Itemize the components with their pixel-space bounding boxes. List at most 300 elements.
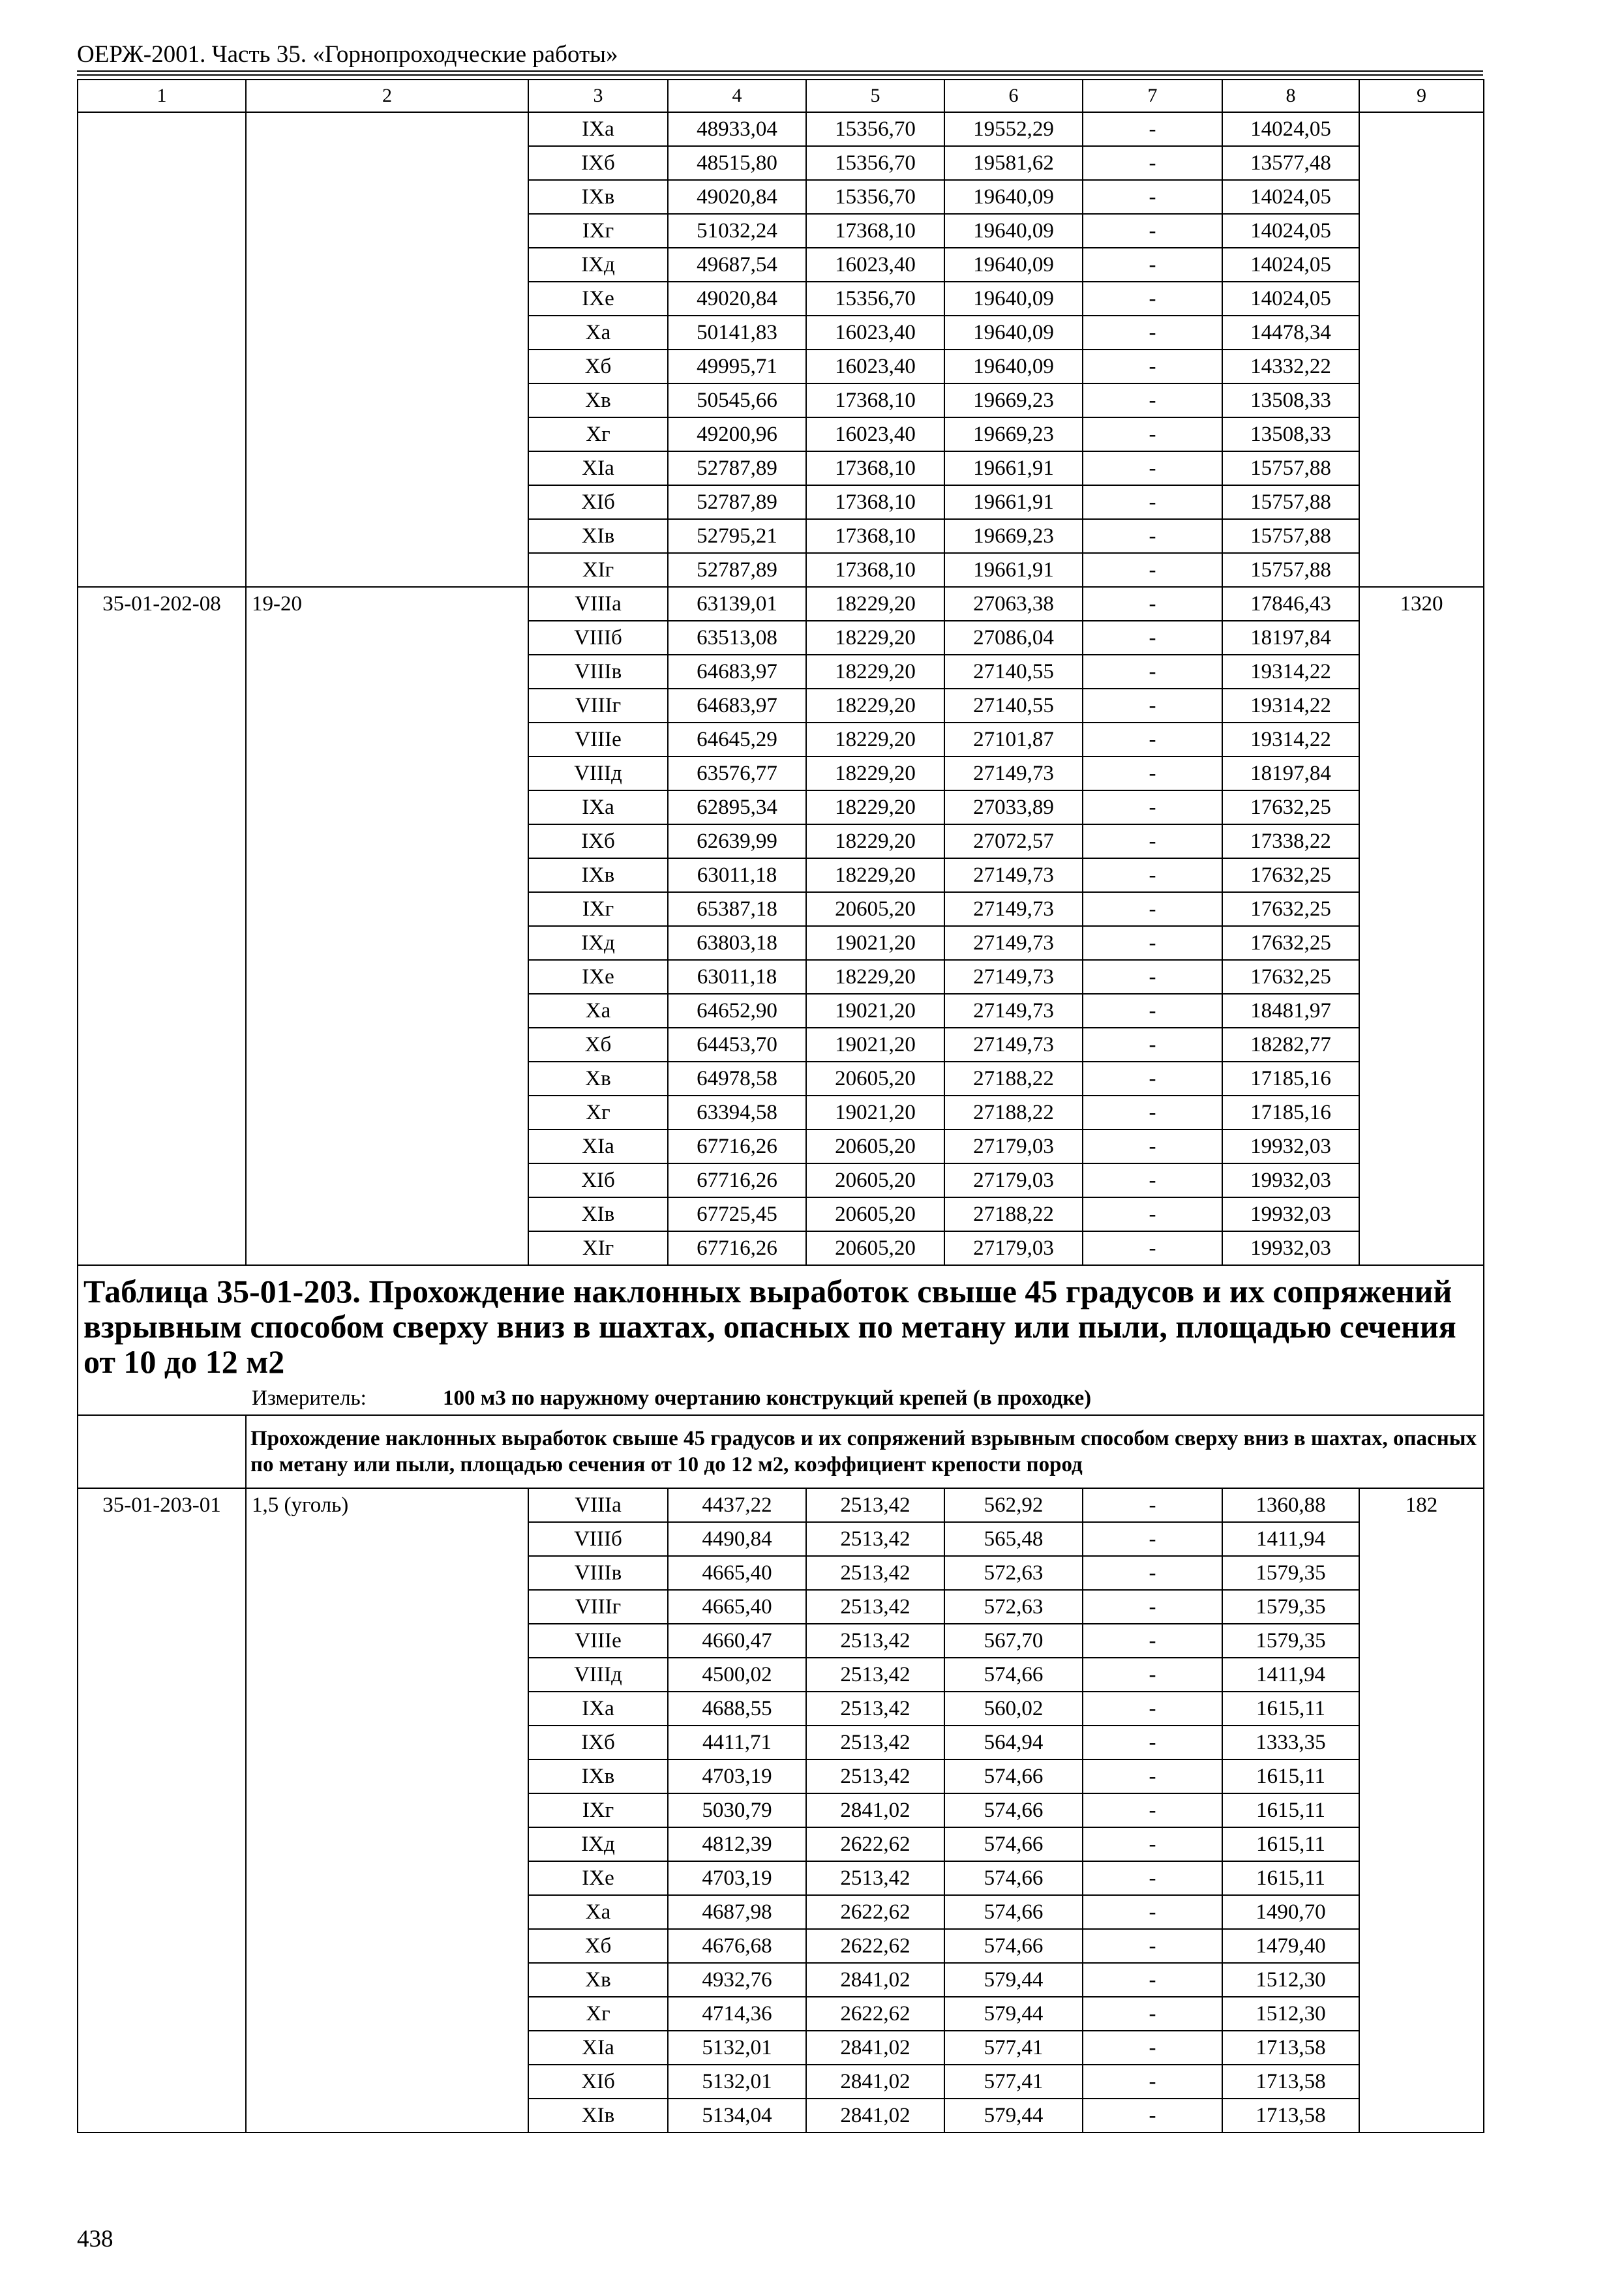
value-cell: 2513,42 <box>806 1624 944 1658</box>
value-cell: 18229,20 <box>806 858 944 892</box>
category-cell: VIIIв <box>528 1556 668 1590</box>
column-9-cell: 182 <box>1359 1488 1484 2132</box>
value-cell: 27149,73 <box>944 1028 1083 1062</box>
value-cell: 48515,80 <box>668 146 806 180</box>
value-cell: 17185,16 <box>1222 1096 1359 1130</box>
value-cell: 64453,70 <box>668 1028 806 1062</box>
value-cell: 18229,20 <box>806 587 944 621</box>
category-cell: Xб <box>528 1028 668 1062</box>
value-cell: 51032,24 <box>668 214 806 248</box>
value-cell: 1615,11 <box>1222 1793 1359 1827</box>
value-cell: 4812,39 <box>668 1827 806 1861</box>
value-cell: 27188,22 <box>944 1096 1083 1130</box>
category-cell: XIа <box>528 2031 668 2065</box>
value-cell: - <box>1083 689 1222 723</box>
value-cell: - <box>1083 1590 1222 1624</box>
category-cell: IXб <box>528 824 668 858</box>
value-cell: 17632,25 <box>1222 926 1359 960</box>
value-cell: 49020,84 <box>668 282 806 316</box>
category-cell: XIа <box>528 1130 668 1163</box>
value-cell: - <box>1083 1522 1222 1556</box>
value-cell: - <box>1083 1028 1222 1062</box>
category-cell: IXа <box>528 112 668 146</box>
value-cell: 27179,03 <box>944 1130 1083 1163</box>
value-cell: 2513,42 <box>806 1658 944 1692</box>
value-cell: 27072,57 <box>944 824 1083 858</box>
value-cell: 62895,34 <box>668 790 806 824</box>
value-cell: 1713,58 <box>1222 2065 1359 2099</box>
value-cell: 20605,20 <box>806 1163 944 1197</box>
value-cell: 17632,25 <box>1222 790 1359 824</box>
value-cell: 18229,20 <box>806 655 944 689</box>
value-cell: 4665,40 <box>668 1590 806 1624</box>
value-cell: 2622,62 <box>806 1929 944 1963</box>
value-cell: 4932,76 <box>668 1963 806 1997</box>
column-number: 7 <box>1083 80 1222 112</box>
value-cell: 4411,71 <box>668 1726 806 1759</box>
value-cell: 1512,30 <box>1222 1963 1359 1997</box>
value-cell: 62639,99 <box>668 824 806 858</box>
value-cell: 52787,89 <box>668 451 806 485</box>
value-cell: 1713,58 <box>1222 2099 1359 2132</box>
category-cell: Xа <box>528 1895 668 1929</box>
value-cell: 2841,02 <box>806 2031 944 2065</box>
value-cell: - <box>1083 2065 1222 2099</box>
value-cell: 48933,04 <box>668 112 806 146</box>
value-cell: 18481,97 <box>1222 994 1359 1028</box>
value-cell: - <box>1083 248 1222 282</box>
value-cell: 19640,09 <box>944 214 1083 248</box>
value-cell: 14024,05 <box>1222 112 1359 146</box>
value-cell: 1615,11 <box>1222 1827 1359 1861</box>
value-cell: 574,66 <box>944 1793 1083 1827</box>
value-cell: 18229,20 <box>806 790 944 824</box>
value-cell: 15757,88 <box>1222 485 1359 519</box>
value-cell: 564,94 <box>944 1726 1083 1759</box>
value-cell: - <box>1083 485 1222 519</box>
value-cell: 2513,42 <box>806 1488 944 1522</box>
value-cell: 19669,23 <box>944 383 1083 417</box>
category-cell: VIIIг <box>528 689 668 723</box>
value-cell: - <box>1083 214 1222 248</box>
value-cell: - <box>1083 926 1222 960</box>
value-cell: 574,66 <box>944 1861 1083 1895</box>
value-cell: 19669,23 <box>944 519 1083 553</box>
category-cell: Xв <box>528 383 668 417</box>
table-body <box>78 80 1484 2132</box>
column-number: 6 <box>944 80 1083 112</box>
value-cell: - <box>1083 1624 1222 1658</box>
value-cell: 4688,55 <box>668 1692 806 1726</box>
value-cell: 19021,20 <box>806 1096 944 1130</box>
value-cell: 64652,90 <box>668 994 806 1028</box>
value-cell: 1411,94 <box>1222 1658 1359 1692</box>
category-cell: Xб <box>528 350 668 383</box>
value-cell: 17368,10 <box>806 451 944 485</box>
value-cell: - <box>1083 451 1222 485</box>
value-cell: - <box>1083 1231 1222 1265</box>
value-cell: 16023,40 <box>806 248 944 282</box>
category-cell: Xв <box>528 1062 668 1096</box>
value-cell: 15356,70 <box>806 146 944 180</box>
value-cell: 1579,35 <box>1222 1556 1359 1590</box>
value-cell: 18229,20 <box>806 960 944 994</box>
value-cell: 19314,22 <box>1222 689 1359 723</box>
value-cell: - <box>1083 1163 1222 1197</box>
value-cell: 1512,30 <box>1222 1997 1359 2031</box>
value-cell: 5134,04 <box>668 2099 806 2132</box>
value-cell: - <box>1083 1096 1222 1130</box>
category-cell: IXг <box>528 214 668 248</box>
value-cell: 63576,77 <box>668 756 806 790</box>
value-cell: 574,66 <box>944 1658 1083 1692</box>
value-cell: 18229,20 <box>806 824 944 858</box>
norm-code-cell: 35-01-202-08 <box>78 587 246 1265</box>
category-cell: IXб <box>528 1726 668 1759</box>
column-number: 3 <box>528 80 668 112</box>
table-title: Таблица 35-01-203. Прохождение наклонных выработок свыше 45 градусов и их сопряжений взрывным способом сверху вниз в шахтах, опасных по метану или пыли, площадью сечения от 10 до 12 м2 <box>78 1265 1484 1382</box>
value-cell: - <box>1083 858 1222 892</box>
value-cell: 15757,88 <box>1222 519 1359 553</box>
meter-cell <box>78 1382 1484 1415</box>
category-cell: VIIIа <box>528 1488 668 1522</box>
value-cell: 18282,77 <box>1222 1028 1359 1062</box>
value-cell: - <box>1083 790 1222 824</box>
value-cell: - <box>1083 1793 1222 1827</box>
category-cell: XIв <box>528 1197 668 1231</box>
category-cell: XIг <box>528 1231 668 1265</box>
value-cell: 4490,84 <box>668 1522 806 1556</box>
category-cell: Xв <box>528 1963 668 1997</box>
value-cell: 565,48 <box>944 1522 1083 1556</box>
value-cell: 2513,42 <box>806 1692 944 1726</box>
value-cell: 15356,70 <box>806 180 944 214</box>
value-cell: 20605,20 <box>806 1130 944 1163</box>
value-cell: 1615,11 <box>1222 1692 1359 1726</box>
value-cell: 63139,01 <box>668 587 806 621</box>
category-cell: IXв <box>528 180 668 214</box>
value-cell: 27149,73 <box>944 858 1083 892</box>
table-row <box>78 1488 1484 1522</box>
value-cell: 2841,02 <box>806 1963 944 1997</box>
value-cell: 19661,91 <box>944 451 1083 485</box>
column-number: 2 <box>246 80 528 112</box>
norms-table <box>77 79 1484 2133</box>
value-cell: 27149,73 <box>944 892 1083 926</box>
value-cell: 574,66 <box>944 1827 1083 1861</box>
value-cell: 19021,20 <box>806 926 944 960</box>
value-cell: - <box>1083 2031 1222 2065</box>
value-cell: 19314,22 <box>1222 655 1359 689</box>
value-cell: 14024,05 <box>1222 214 1359 248</box>
category-cell: IXд <box>528 1827 668 1861</box>
value-cell: - <box>1083 2099 1222 2132</box>
value-cell: 17185,16 <box>1222 1062 1359 1096</box>
value-cell: 63394,58 <box>668 1096 806 1130</box>
value-cell: 49200,96 <box>668 417 806 451</box>
table-row <box>78 112 1484 146</box>
value-cell: - <box>1083 316 1222 350</box>
value-cell: - <box>1083 1488 1222 1522</box>
category-cell: Xг <box>528 1997 668 2031</box>
column-9-cell: 1320 <box>1359 587 1484 1265</box>
value-cell: 13577,48 <box>1222 146 1359 180</box>
value-cell: - <box>1083 655 1222 689</box>
value-cell: 2513,42 <box>806 1861 944 1895</box>
value-cell: 64978,58 <box>668 1062 806 1096</box>
value-cell: 20605,20 <box>806 1231 944 1265</box>
value-cell: 27149,73 <box>944 756 1083 790</box>
value-cell: 27063,38 <box>944 587 1083 621</box>
value-cell: - <box>1083 1997 1222 2031</box>
category-cell: IXв <box>528 858 668 892</box>
value-cell: 17368,10 <box>806 553 944 587</box>
value-cell: - <box>1083 180 1222 214</box>
value-cell: 574,66 <box>944 1759 1083 1793</box>
value-cell: 19581,62 <box>944 146 1083 180</box>
value-cell: 19021,20 <box>806 1028 944 1062</box>
header-rule <box>77 70 1483 72</box>
value-cell: 18229,20 <box>806 723 944 756</box>
value-cell: 52795,21 <box>668 519 806 553</box>
category-cell: XIа <box>528 451 668 485</box>
value-cell: 49995,71 <box>668 350 806 383</box>
value-cell: 1713,58 <box>1222 2031 1359 2065</box>
category-cell: IXв <box>528 1759 668 1793</box>
value-cell: 5030,79 <box>668 1793 806 1827</box>
value-cell: 1615,11 <box>1222 1861 1359 1895</box>
value-cell: 16023,40 <box>806 350 944 383</box>
column-number: 9 <box>1359 80 1484 112</box>
value-cell: 50141,83 <box>668 316 806 350</box>
value-cell: 27086,04 <box>944 621 1083 655</box>
value-cell: 2513,42 <box>806 1522 944 1556</box>
value-cell: 4660,47 <box>668 1624 806 1658</box>
page-number: 438 <box>77 2226 113 2252</box>
category-cell: IXд <box>528 248 668 282</box>
category-cell: IXд <box>528 926 668 960</box>
subheading-row <box>78 1415 1484 1488</box>
category-cell: IXе <box>528 1861 668 1895</box>
value-cell: - <box>1083 417 1222 451</box>
value-cell: - <box>1083 587 1222 621</box>
value-cell: - <box>1083 1197 1222 1231</box>
value-cell: - <box>1083 1759 1222 1793</box>
value-cell: - <box>1083 146 1222 180</box>
value-cell: 17368,10 <box>806 519 944 553</box>
value-cell: - <box>1083 383 1222 417</box>
value-cell: - <box>1083 350 1222 383</box>
value-cell: - <box>1083 1861 1222 1895</box>
value-cell: 562,92 <box>944 1488 1083 1522</box>
value-cell: 17846,43 <box>1222 587 1359 621</box>
value-cell: 27149,73 <box>944 994 1083 1028</box>
value-cell: 64645,29 <box>668 723 806 756</box>
category-cell: VIIIд <box>528 756 668 790</box>
value-cell: 1411,94 <box>1222 1522 1359 1556</box>
category-cell: VIIIв <box>528 655 668 689</box>
value-cell: 19640,09 <box>944 316 1083 350</box>
value-cell: 19640,09 <box>944 350 1083 383</box>
value-cell: 4703,19 <box>668 1861 806 1895</box>
value-cell: - <box>1083 519 1222 553</box>
value-cell: 1579,35 <box>1222 1624 1359 1658</box>
value-cell: 67716,26 <box>668 1130 806 1163</box>
value-cell: 19932,03 <box>1222 1197 1359 1231</box>
category-cell: XIб <box>528 2065 668 2099</box>
value-cell: 14024,05 <box>1222 180 1359 214</box>
value-cell: 2622,62 <box>806 1827 944 1861</box>
value-cell: - <box>1083 553 1222 587</box>
value-cell: 67725,45 <box>668 1197 806 1231</box>
value-cell: 52787,89 <box>668 553 806 587</box>
category-cell: Xа <box>528 994 668 1028</box>
value-cell: 17632,25 <box>1222 858 1359 892</box>
value-cell: 2622,62 <box>806 1997 944 2031</box>
value-cell: 16023,40 <box>806 316 944 350</box>
value-cell: - <box>1083 1726 1222 1759</box>
value-cell: 19552,29 <box>944 112 1083 146</box>
category-cell: IXг <box>528 892 668 926</box>
value-cell: 15757,88 <box>1222 553 1359 587</box>
column-number-row <box>78 80 1484 112</box>
value-cell: 63011,18 <box>668 858 806 892</box>
value-cell: 63011,18 <box>668 960 806 994</box>
value-cell: - <box>1083 960 1222 994</box>
value-cell: 577,41 <box>944 2031 1083 2065</box>
value-cell: 4500,02 <box>668 1658 806 1692</box>
value-cell: 27149,73 <box>944 926 1083 960</box>
value-cell: 4665,40 <box>668 1556 806 1590</box>
value-cell: 13508,33 <box>1222 417 1359 451</box>
value-cell: - <box>1083 621 1222 655</box>
value-cell: - <box>1083 1130 1222 1163</box>
value-cell: 574,66 <box>944 1895 1083 1929</box>
value-cell: 50545,66 <box>668 383 806 417</box>
category-cell: IXе <box>528 282 668 316</box>
value-cell: 14024,05 <box>1222 282 1359 316</box>
value-cell: 1615,11 <box>1222 1759 1359 1793</box>
value-cell: 577,41 <box>944 2065 1083 2099</box>
value-cell: 18197,84 <box>1222 756 1359 790</box>
value-cell: 19640,09 <box>944 282 1083 316</box>
category-cell: VIIIг <box>528 1590 668 1624</box>
value-cell: 15757,88 <box>1222 451 1359 485</box>
column-number: 1 <box>78 80 246 112</box>
value-cell: 19932,03 <box>1222 1231 1359 1265</box>
value-cell: 2622,62 <box>806 1895 944 1929</box>
value-cell: 2513,42 <box>806 1759 944 1793</box>
category-cell: VIIIе <box>528 723 668 756</box>
value-cell: 19932,03 <box>1222 1130 1359 1163</box>
value-cell: 19932,03 <box>1222 1163 1359 1197</box>
value-cell: 4714,36 <box>668 1997 806 2031</box>
value-cell: 14478,34 <box>1222 316 1359 350</box>
value-cell: 63513,08 <box>668 621 806 655</box>
value-cell: 5132,01 <box>668 2065 806 2099</box>
value-cell: 15356,70 <box>806 282 944 316</box>
value-cell: 27179,03 <box>944 1163 1083 1197</box>
value-cell: - <box>1083 1658 1222 1692</box>
header-rule-second <box>77 74 1483 76</box>
value-cell: 17368,10 <box>806 383 944 417</box>
category-cell: XIб <box>528 1163 668 1197</box>
column-number: 4 <box>668 80 806 112</box>
category-cell: VIIIд <box>528 1658 668 1692</box>
table-row <box>78 587 1484 621</box>
category-cell: IXе <box>528 960 668 994</box>
norm-code-cell <box>78 112 246 587</box>
value-cell: - <box>1083 1929 1222 1963</box>
value-cell: 64683,97 <box>668 655 806 689</box>
value-cell: 49687,54 <box>668 248 806 282</box>
value-cell: 4687,98 <box>668 1895 806 1929</box>
category-cell: IXг <box>528 1793 668 1827</box>
category-cell: VIIIа <box>528 587 668 621</box>
value-cell: - <box>1083 1827 1222 1861</box>
value-cell: 19661,91 <box>944 485 1083 519</box>
value-cell: 4437,22 <box>668 1488 806 1522</box>
value-cell: 1490,70 <box>1222 1895 1359 1929</box>
value-cell: 20605,20 <box>806 1197 944 1231</box>
meter-row <box>78 1382 1484 1415</box>
subheading: Прохождение наклонных выработок свыше 45 градусов и их сопряжений взрывным способом сверху вниз в шахтах, опасных по метану или пыли, площадью сечения от 10 до 12 м2, коэффициент крепости пород <box>246 1415 1484 1488</box>
value-cell: - <box>1083 994 1222 1028</box>
value-cell: 20605,20 <box>806 1062 944 1096</box>
value-cell: 574,66 <box>944 1929 1083 1963</box>
category-cell: IXа <box>528 1692 668 1726</box>
value-cell: 27179,03 <box>944 1231 1083 1265</box>
value-cell: 18229,20 <box>806 689 944 723</box>
value-cell: 4703,19 <box>668 1759 806 1793</box>
category-cell: VIIIб <box>528 1522 668 1556</box>
value-cell: 4676,68 <box>668 1929 806 1963</box>
value-cell: 52787,89 <box>668 485 806 519</box>
norm-description-cell: 19-20 <box>246 587 528 1265</box>
value-cell: - <box>1083 1556 1222 1590</box>
value-cell: 14332,22 <box>1222 350 1359 383</box>
value-cell: 18229,20 <box>806 621 944 655</box>
value-cell: 2841,02 <box>806 2065 944 2099</box>
category-cell: XIв <box>528 519 668 553</box>
value-cell: 27188,22 <box>944 1062 1083 1096</box>
value-cell: 17632,25 <box>1222 960 1359 994</box>
value-cell: 15356,70 <box>806 112 944 146</box>
value-cell: 19661,91 <box>944 553 1083 587</box>
category-cell: Xб <box>528 1929 668 1963</box>
value-cell: 19314,22 <box>1222 723 1359 756</box>
value-cell: 18229,20 <box>806 756 944 790</box>
value-cell: 1479,40 <box>1222 1929 1359 1963</box>
value-cell: 572,63 <box>944 1556 1083 1590</box>
value-cell: - <box>1083 1963 1222 1997</box>
value-cell: 67716,26 <box>668 1231 806 1265</box>
value-cell: 579,44 <box>944 2099 1083 2132</box>
table-title-row <box>78 1265 1484 1382</box>
value-cell: 20605,20 <box>806 892 944 926</box>
value-cell: 27033,89 <box>944 790 1083 824</box>
value-cell: 17338,22 <box>1222 824 1359 858</box>
value-cell: - <box>1083 824 1222 858</box>
norm-description-cell <box>246 112 528 587</box>
value-cell: 64683,97 <box>668 689 806 723</box>
subheading-empty-cell <box>78 1415 246 1488</box>
value-cell: 2513,42 <box>806 1590 944 1624</box>
norm-code-cell: 35-01-203-01 <box>78 1488 246 2132</box>
value-cell: 65387,18 <box>668 892 806 926</box>
value-cell: 579,44 <box>944 1963 1083 1997</box>
value-cell: - <box>1083 892 1222 926</box>
